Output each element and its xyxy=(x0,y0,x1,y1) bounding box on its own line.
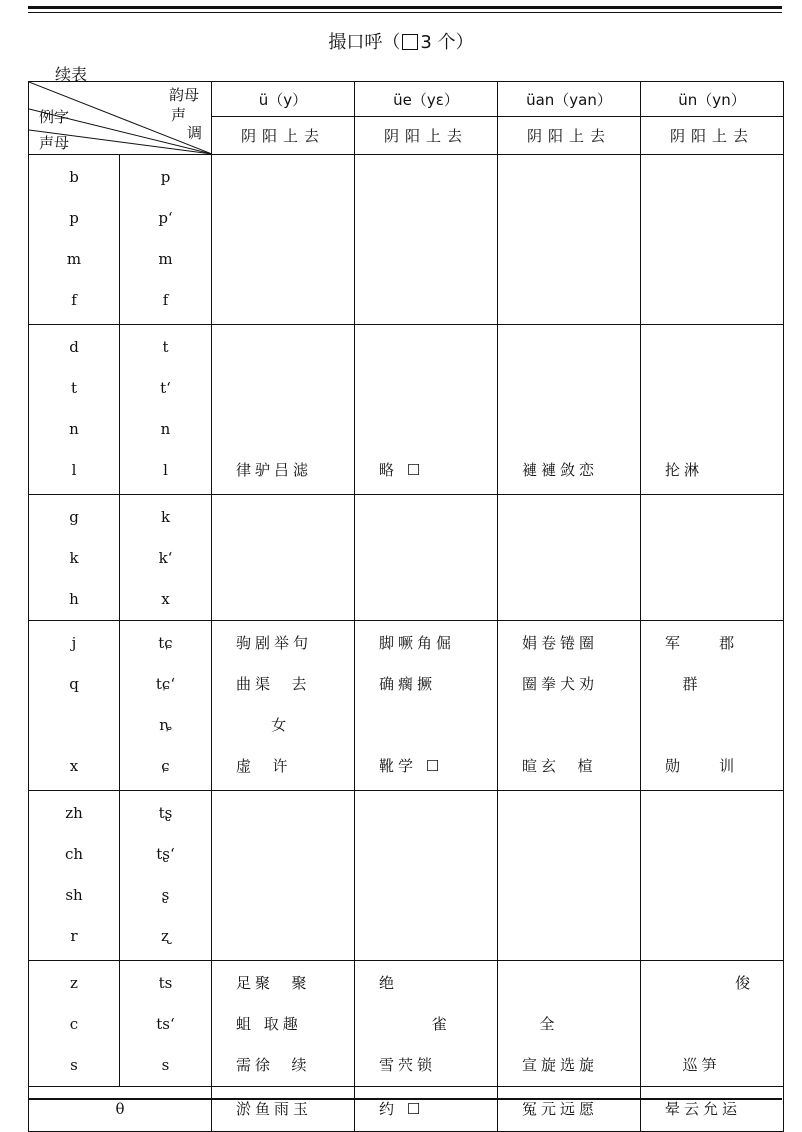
corner-example: 例字 xyxy=(39,108,70,126)
initial-text: z xyxy=(70,974,78,992)
initial-text: tʻ xyxy=(160,379,171,397)
initial-text: l xyxy=(71,461,77,479)
pinyin-initials xyxy=(29,155,120,325)
example-chars xyxy=(498,705,640,746)
example-chars: 群 xyxy=(665,675,702,693)
top-rule-thin xyxy=(28,12,782,13)
example-cell xyxy=(641,961,784,1087)
example-chars: 曲渠 去 xyxy=(236,675,311,693)
initial-text: s xyxy=(70,1056,78,1074)
example-chars xyxy=(498,409,640,450)
example-chars: 需徐 续 xyxy=(236,1056,311,1074)
example-chars xyxy=(641,368,783,409)
example-cell xyxy=(498,325,641,495)
ipa-initials xyxy=(120,791,212,961)
example-cell xyxy=(212,325,355,495)
group-alveolar xyxy=(29,325,784,495)
initial-text: ts xyxy=(158,974,173,992)
example-chars: 雀 xyxy=(379,1015,451,1033)
example-chars: 绝 xyxy=(379,974,399,992)
initial-text: f xyxy=(71,291,77,309)
example-chars xyxy=(212,368,354,409)
missing-char-box xyxy=(402,34,418,50)
zero-initial-label xyxy=(29,1087,212,1132)
title-prefix: 撮口呼（ xyxy=(328,32,401,53)
corner-tone-1: 声 xyxy=(171,106,187,124)
corner-rhyme: 韵母 xyxy=(169,86,200,104)
example-chars xyxy=(641,327,783,368)
example-chars: 淤鱼雨玉 xyxy=(236,1100,313,1118)
example-chars xyxy=(355,409,497,450)
initial-text: g xyxy=(69,508,79,526)
initial-text: sh xyxy=(65,886,83,904)
example-cell xyxy=(498,155,641,325)
initial-text: ch xyxy=(64,845,84,863)
continued-label: 续表 xyxy=(55,65,88,84)
initial-text: tʂʻ xyxy=(156,845,175,863)
example-chars xyxy=(355,705,497,746)
initial-text: k xyxy=(69,549,79,567)
ipa-initials xyxy=(120,621,212,791)
initial-text: f xyxy=(162,291,169,309)
example-chars: 略 ☐ xyxy=(379,461,425,479)
tone-header: 阴阳上去 xyxy=(212,117,355,155)
example-chars xyxy=(498,963,640,1004)
initial-text: l xyxy=(163,461,168,479)
group-dental xyxy=(29,961,784,1087)
example-chars: 俊 xyxy=(665,974,755,992)
example-chars xyxy=(212,409,354,450)
example-chars: 巡笋 xyxy=(665,1056,721,1074)
group-labial xyxy=(29,155,784,325)
example-cell xyxy=(355,621,498,791)
final-header: ü（y） xyxy=(212,82,355,117)
example-chars xyxy=(355,327,497,368)
example-chars: 晕云允运 xyxy=(665,1100,742,1118)
example-chars: 全 xyxy=(522,1015,559,1033)
example-chars: 驹剧举句 xyxy=(236,634,313,652)
pinyin-initials xyxy=(29,961,120,1087)
example-chars xyxy=(498,327,640,368)
initial-text: p xyxy=(160,168,171,186)
corner-initial: 声母 xyxy=(39,134,70,152)
initial-text: tsʻ xyxy=(156,1015,175,1033)
ipa-initials xyxy=(120,495,212,621)
example-cell xyxy=(641,495,784,621)
example-cell xyxy=(498,495,641,621)
example-cell xyxy=(498,621,641,791)
ipa-initials xyxy=(120,961,212,1087)
example-cell xyxy=(355,791,498,961)
example-chars xyxy=(498,368,640,409)
example-chars xyxy=(641,1004,783,1045)
initial-text: ɕ xyxy=(161,757,170,775)
initial-text xyxy=(29,705,119,746)
example-chars xyxy=(212,327,354,368)
example-chars: 娟卷锩圈 xyxy=(522,634,599,652)
example-cell xyxy=(641,155,784,325)
ipa-initials xyxy=(120,155,212,325)
example-cell xyxy=(355,155,498,325)
example-chars: 褳褳敛恋 xyxy=(522,461,599,479)
initial-text: x xyxy=(161,590,170,608)
initial-text: m xyxy=(158,250,173,268)
initial-text: p xyxy=(69,209,79,227)
example-chars: 宣旋选旋 xyxy=(522,1056,599,1074)
corner-header xyxy=(29,82,212,155)
example-cell xyxy=(498,961,641,1087)
initial-text: j xyxy=(71,634,77,652)
initial-text: n xyxy=(160,420,171,438)
example-cell xyxy=(355,1087,498,1132)
example-chars: 靴学 ☐ xyxy=(379,757,444,775)
pinyin-initials xyxy=(29,495,120,621)
example-chars: 蛆 取趣 xyxy=(236,1015,302,1033)
final-header: ün（yn） xyxy=(641,82,784,117)
final-header: üan（yan） xyxy=(498,82,641,117)
example-chars: 冤元远愿 xyxy=(522,1100,599,1118)
example-cell xyxy=(498,791,641,961)
initial-text: r xyxy=(70,927,78,945)
example-chars: 圈拳犬劝 xyxy=(522,675,599,693)
initial-text: tʂ xyxy=(158,804,173,822)
example-chars: 律驴吕滤 xyxy=(236,461,313,479)
initial-text: q xyxy=(69,675,79,693)
group-retroflex xyxy=(29,791,784,961)
pinyin-initials xyxy=(29,621,120,791)
example-chars: 军 郡 xyxy=(665,634,739,652)
example-chars: 勋 训 xyxy=(665,757,739,775)
initial-text: t xyxy=(162,338,169,356)
initial-text: c xyxy=(69,1015,79,1033)
bottom-rule xyxy=(28,1098,782,1100)
initial-text: k xyxy=(160,508,171,526)
example-chars: 雪茓锁 xyxy=(379,1056,437,1074)
pinyin-initials xyxy=(29,791,120,961)
final-header: üe（yɛ） xyxy=(355,82,498,117)
example-cell xyxy=(212,155,355,325)
corner-tone-2: 调 xyxy=(187,124,203,142)
example-cell xyxy=(498,1087,641,1132)
example-cell xyxy=(212,495,355,621)
initial-text: pʻ xyxy=(158,209,173,227)
initial-text: ʂ xyxy=(161,886,170,904)
tone-header: 阴阳上去 xyxy=(641,117,784,155)
example-chars xyxy=(355,368,497,409)
example-chars: 约 ☐ xyxy=(379,1100,425,1118)
example-chars: 虚 许 xyxy=(236,757,292,775)
initial-text: tɕʻ xyxy=(155,675,176,693)
initial-text: m xyxy=(66,250,82,268)
page-title xyxy=(0,28,802,54)
initial-text: θ xyxy=(115,1100,125,1118)
group-palatal xyxy=(29,621,784,791)
group-zero-initial xyxy=(29,1087,784,1132)
initial-text: d xyxy=(69,338,79,356)
example-cell xyxy=(641,791,784,961)
example-cell xyxy=(355,961,498,1087)
example-chars: 暄玄 楦 xyxy=(522,757,597,775)
tone-header: 阴阳上去 xyxy=(355,117,498,155)
example-chars: 确瘸撅 xyxy=(379,675,437,693)
initial-text: x xyxy=(69,757,79,775)
example-cell xyxy=(355,325,498,495)
example-cell xyxy=(212,961,355,1087)
ipa-initials xyxy=(120,325,212,495)
example-chars: 脚噘角倔 xyxy=(379,634,456,652)
example-cell xyxy=(212,791,355,961)
syllable-table xyxy=(28,81,784,1132)
pinyin-initials xyxy=(29,325,120,495)
example-cell xyxy=(212,621,355,791)
initial-text: tɕ xyxy=(158,634,173,652)
example-cell xyxy=(641,621,784,791)
initial-text: zh xyxy=(65,804,83,822)
top-rule-thick xyxy=(28,6,782,9)
initial-text: kʻ xyxy=(158,549,173,567)
initial-text: ȵ xyxy=(159,716,172,734)
example-chars xyxy=(641,705,783,746)
initial-text: s xyxy=(161,1056,170,1074)
example-chars: 足聚 聚 xyxy=(236,974,311,992)
initial-text: ʐ xyxy=(161,927,170,945)
title-suffix: 3 个） xyxy=(420,32,474,53)
tone-header: 阴阳上去 xyxy=(498,117,641,155)
example-cell xyxy=(641,1087,784,1132)
example-cell xyxy=(212,1087,355,1132)
example-chars xyxy=(641,409,783,450)
initial-text: h xyxy=(69,590,79,608)
initial-text: t xyxy=(70,379,78,397)
example-chars: 女 xyxy=(236,716,291,734)
example-cell xyxy=(355,495,498,621)
example-cell xyxy=(641,325,784,495)
example-chars: 抡淋 xyxy=(665,461,704,479)
initial-text: n xyxy=(69,420,79,438)
initial-text: b xyxy=(69,168,79,186)
group-velar xyxy=(29,495,784,621)
